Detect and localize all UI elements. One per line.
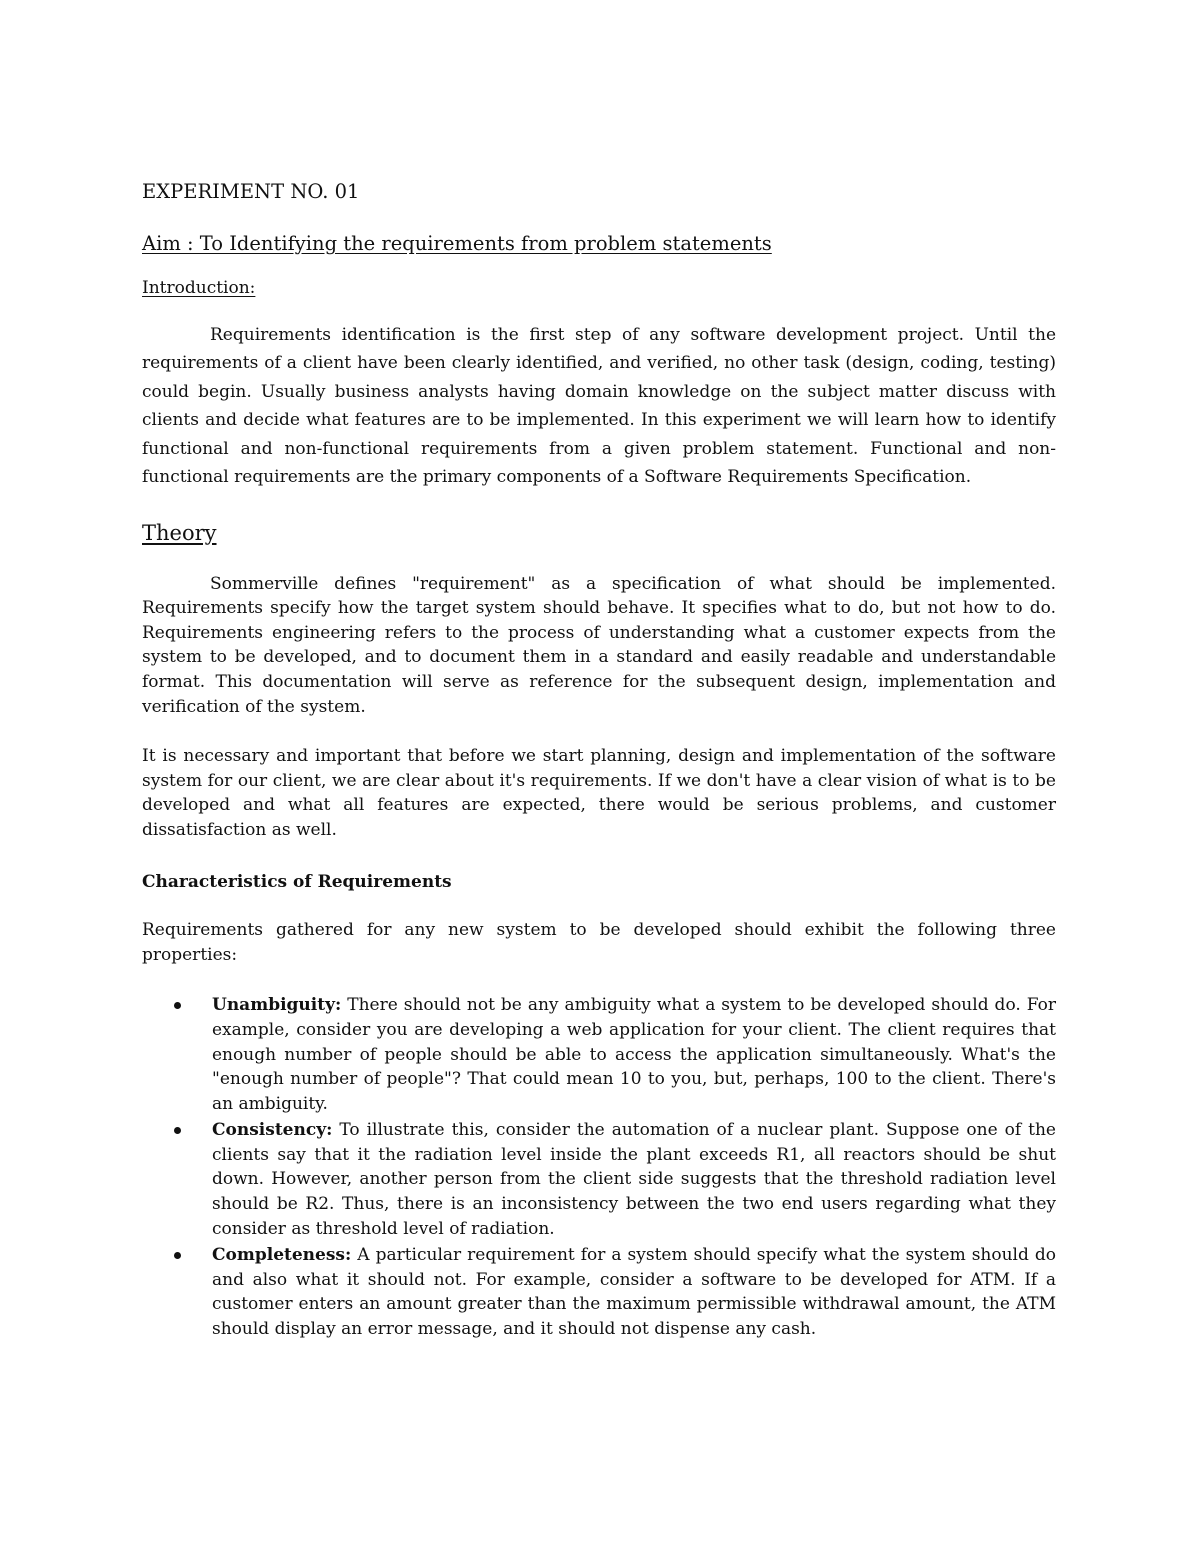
description-unambiguity: There should not be any ambiguity what a system to be developed should do. For example, consider you are developing a web application for your client. The client requires that enough number of people should be able to access the application simultaneously. What's the "enough number of people"? That could mean 10 to you, but, perhaps, 100 to the client. There's an ambiguity.: [212, 995, 1056, 1114]
description-consistency: To illustrate this, consider the automation of a nuclear plant. Suppose one of the clients say that it the radiation level inside the plant exceeds R1, all reactors should be shut down. However, another person from the client side suggests that the threshold radiation level should be R2. Thus, there is an inconsistency between the two end users regarding what they consider as threshold level of radiation.: [212, 1120, 1056, 1239]
characteristics-heading: Characteristics of Requirements: [142, 871, 452, 892]
theory-paragraph-1: Sommerville defines "requirement" as a specification of what should be implemented. Requirements specify how the target system should behave. It specifies what to do, but not how to do. Requirements engineering refers to the process of understanding what a customer expects from the system to be developed, and to document them in a standard and easily readable and understandable format. This documentation will serve as reference for the subsequent design, implementation and verification of the system.: [142, 573, 1056, 717]
introduction-paragraph: Requirements identification is the first step of any software development project. Until the requirements of a client have been clearly identified, and verified, no other task (design, coding, testing) could begin. Usually business analysts having domain knowledge on the subject matter discuss with clients and decide what features are to be implemented. In this experiment we will learn how to identify functional and non-functional requirements from a given problem statement. Functional and non-functional requirements are the primary components of a Software Requirements Specification.: [142, 324, 1056, 488]
characteristics-intro: Requirements gathered for any new system to be developed should exhibit the following three properties:: [142, 920, 1056, 965]
description-completeness: A particular requirement for a system should specify what the system should do and also what it should not. For example, consider a software to be developed for ATM. If a customer enters an amount greater than the maximum permissible withdrawal amount, the ATM should display an error message, and it should not dispense any cash.: [212, 1245, 1056, 1340]
term-completeness: Completeness:: [212, 1245, 352, 1266]
list-item-completeness: [142, 1243, 1056, 1341]
bullet-icon: [174, 1002, 181, 1009]
introduction-label: Introduction:: [142, 278, 256, 298]
theory-paragraph-2: It is necessary and important that before we start planning, design and implementation of the software system for our client, we are clear about it's requirements. If we don't have a clear vision of what is to be developed and what all features are expected, there would be serious problems, and customer dissatisfaction as well.: [142, 746, 1056, 840]
theory-heading: Theory: [142, 520, 217, 545]
experiment-title: EXPERIMENT NO. 01: [142, 180, 360, 203]
bullet-icon: [174, 1127, 181, 1134]
document-page: [142, 178, 1056, 1344]
characteristics-list: [142, 993, 1056, 1341]
term-consistency: Consistency:: [212, 1120, 333, 1141]
term-unambiguity: Unambiguity:: [212, 995, 342, 1016]
list-item-consistency: [142, 1118, 1056, 1241]
bullet-icon: [174, 1252, 181, 1259]
aim-statement: Aim : To Identifying the requirements from problem statements: [142, 232, 772, 255]
list-item-unambiguity: [142, 993, 1056, 1116]
